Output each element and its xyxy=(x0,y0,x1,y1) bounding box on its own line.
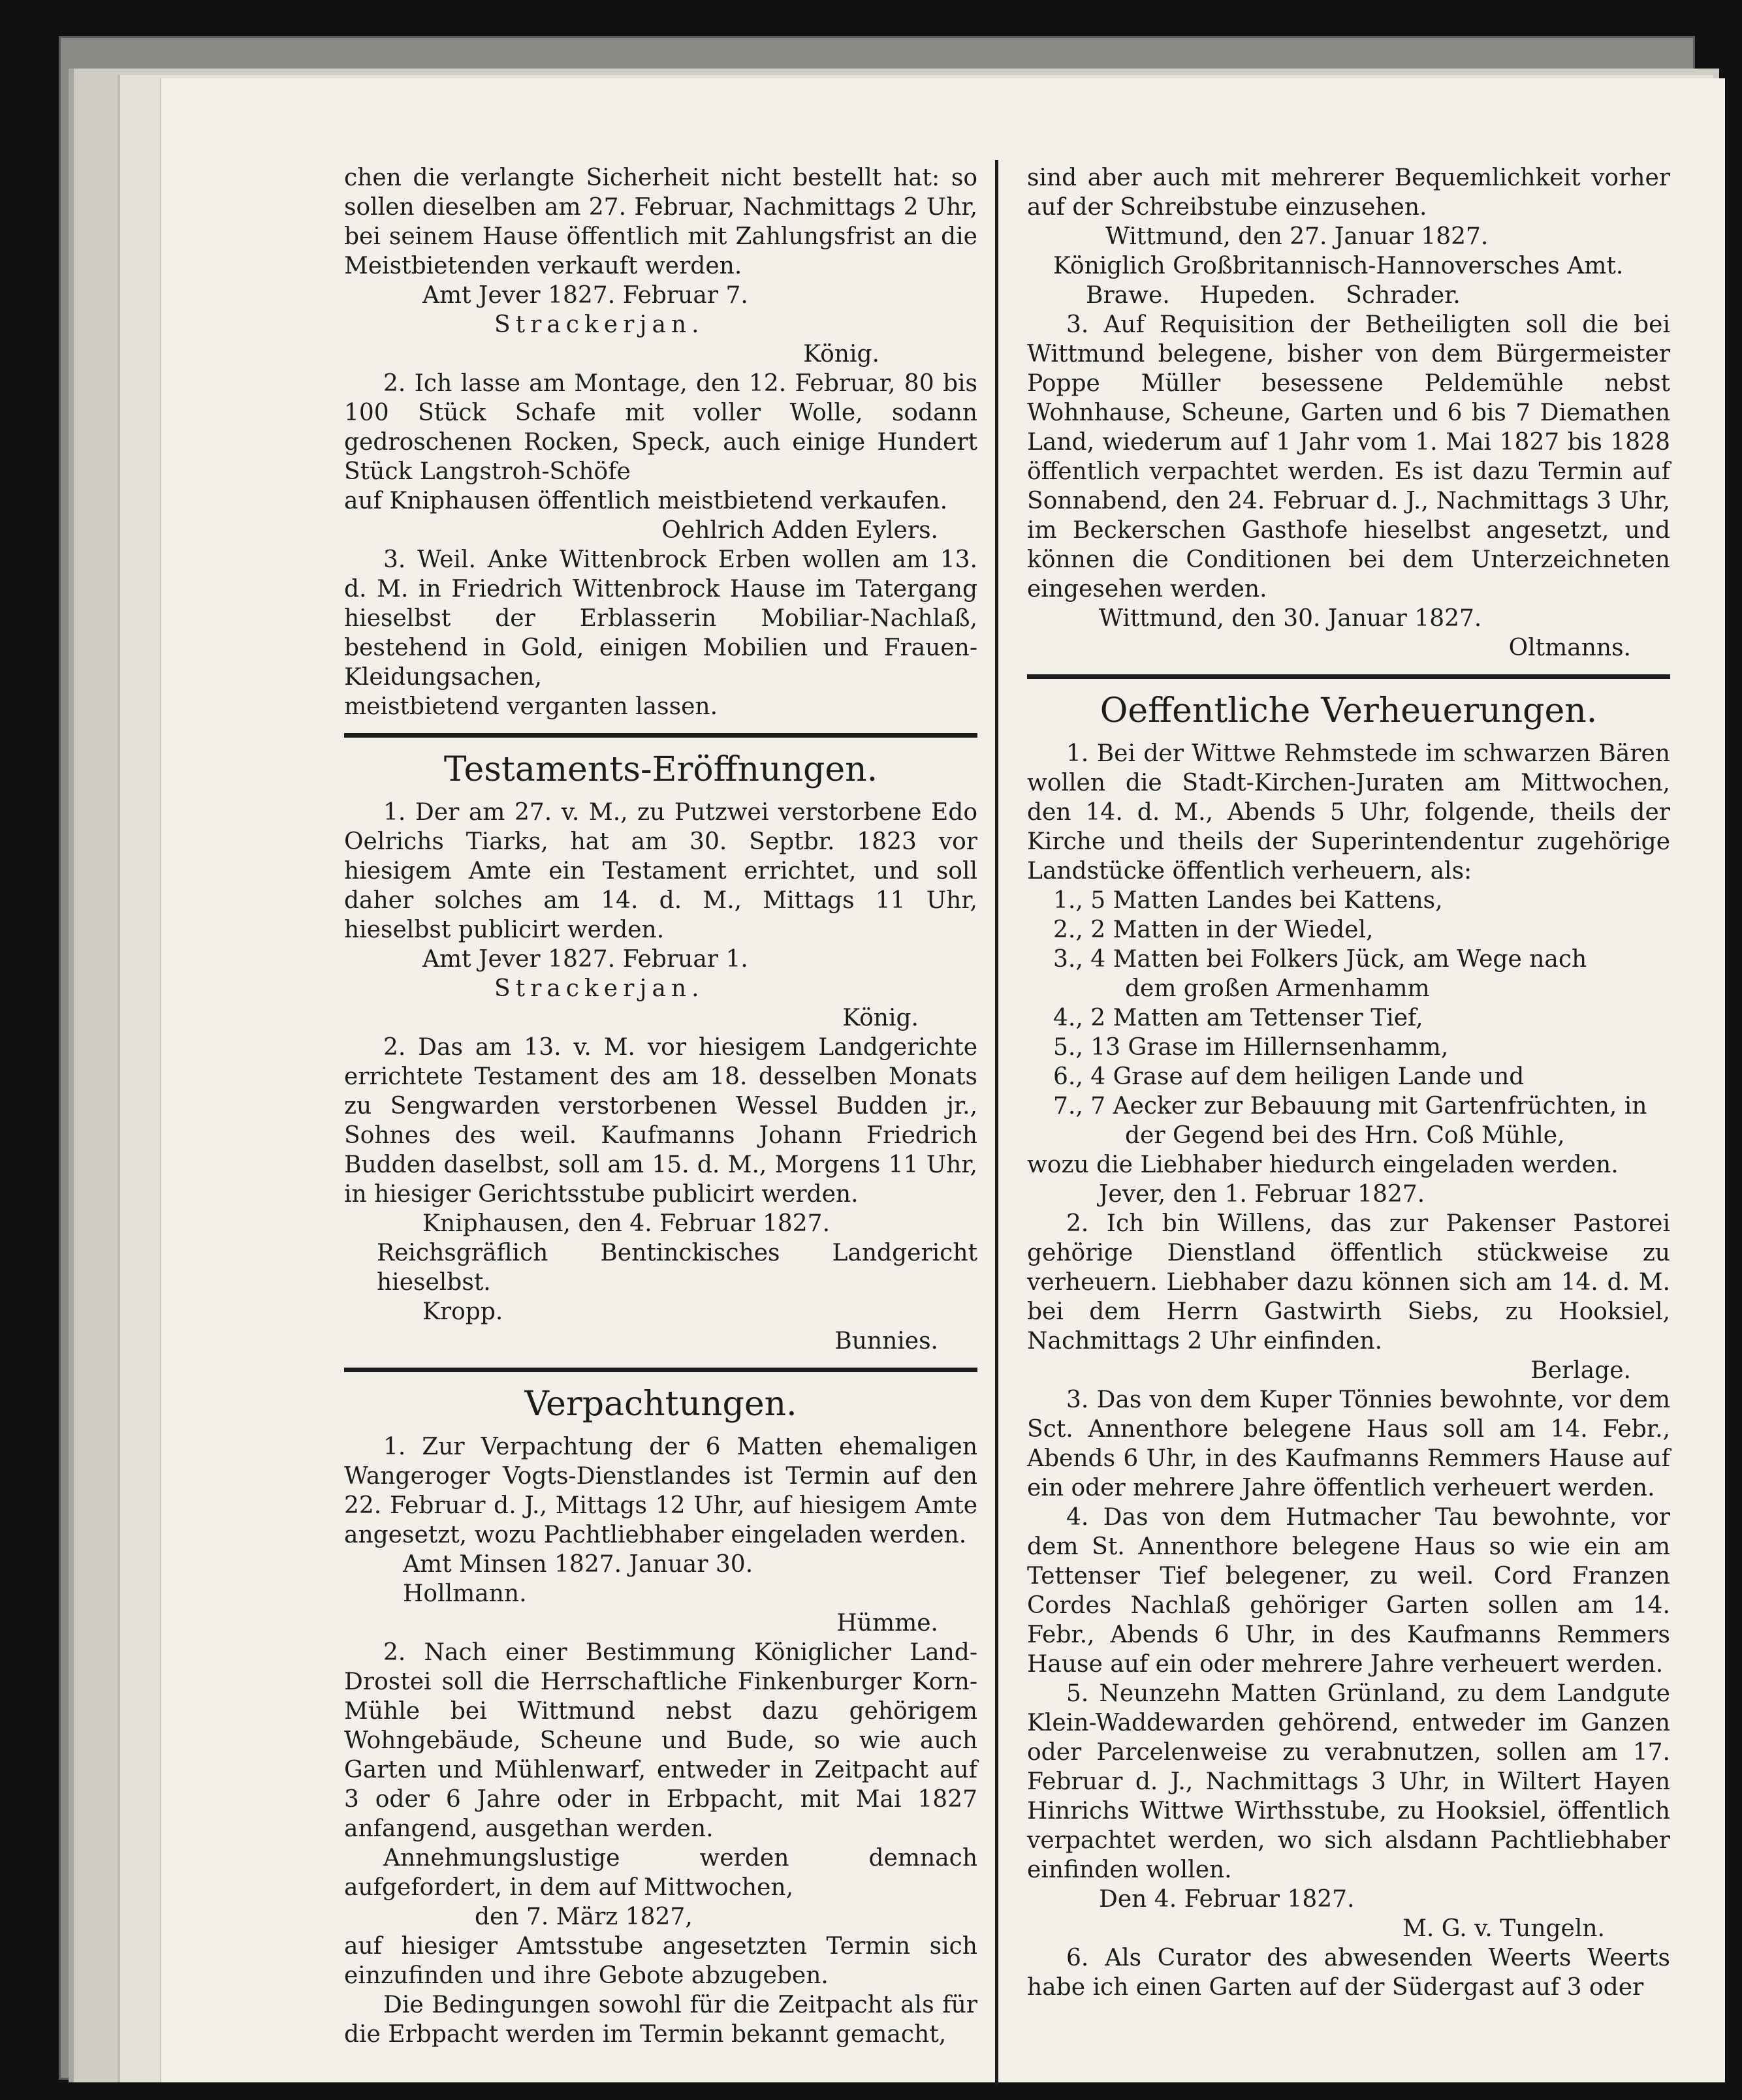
paragraph: 2. Ich lasse am Montage, den 12. Februar, 80 bis 100 Stück Schafe mit voller Wolle, sodann gedroschenen Rocken, Speck, auch einige Hundert Stück Langstroh-Schöfe xyxy=(344,370,977,485)
signature: M. G. v. Tungeln. xyxy=(1402,1915,1605,1942)
list-item: 4., 2 Matten am Tettenser Tief, xyxy=(1053,1005,1423,1031)
paragraph: 1. Der am 27. v. M., zu Putzwei verstorbene Edo Oelrichs Tiarks, hat am 30. Septbr. 1823 vor hiesigem Amte ein Testament errichtet, und soll daher solches am 14. d. M., Mittags 11 Uhr, hieselbst publicirt werden. xyxy=(344,799,977,943)
list-item-continuation: der Gegend bei des Hrn. Coß Mühle, xyxy=(1125,1122,1565,1149)
list-item: 1., 5 Matten Landes bei Kattens, xyxy=(1053,887,1443,914)
paragraph: 2. Nach einer Bestimmung Königlicher Land-Drostei soll die Herrschaftliche Finkenburger Korn-Mühle bei Wittmund nebst dazu gehörigem Wohngebäude, Scheune und Bude, so wie auch Garten und Mühlenwarf, entweder in Zeitpacht auf 3 oder 6 Jahre oder in Erbpacht, mit Mai 1827 anfangend, ausgethan werden. xyxy=(344,1639,977,1842)
signature: Oehlrich Adden Eylers. xyxy=(661,517,938,544)
signature: Berlage. xyxy=(1530,1357,1631,1384)
date-line: den 7. März 1827, xyxy=(475,1904,693,1930)
signature: Bunnies. xyxy=(834,1328,938,1355)
dateline: Wittmund, den 27. Januar 1827. xyxy=(1105,223,1489,250)
dateline: Amt Jever 1827. Februar 7. xyxy=(422,282,748,309)
paragraph: 3. Das von dem Kuper Tönnies bewohnte, vor dem Sct. Annenthore belegene Haus soll am 14. Febr., Abends 6 Uhr, in des Kaufmanns Remmers Hause auf ein oder mehrere Jahre öffentlich verheuert werden. xyxy=(1027,1387,1670,1501)
paragraph: auf hiesiger Amtsstube angesetzten Termin sich einzufinden und ihre Gebote abzugeben. xyxy=(344,1933,977,1989)
land-list xyxy=(1027,886,1670,1150)
paragraph: 4. Das von dem Hutmacher Tau bewohnte, vor dem St. Annenthore belegene Haus so wie ein am Tettenser Tief belegener, zu weil. Cord Franzen Cordes Nachlaß gehöriger Garten sollen am 14. Febr., Abends 6 Uhr, in des Kaufmanns Remmers Hause auf ein oder mehrere Jahre verheuert werden. xyxy=(1027,1504,1670,1678)
signature: Kropp. xyxy=(422,1298,503,1325)
dateline: Kniphausen, den 4. Februar 1827. xyxy=(422,1210,831,1237)
section-heading: Verpachtungen. xyxy=(524,1385,797,1424)
office-name: Königlich Großbritannisch-Hannoversches Amt. xyxy=(1053,253,1624,279)
paragraph: 1. Zur Verpachtung der 6 Matten ehemaligen Wangeroger Vogts-Dienstlandes ist Termin auf den 22. Februar d. J., Mittags 12 Uhr, auf hiesigem Amte angesetzt, wozu Pachtliebhaber eingeladen werden. xyxy=(344,1434,977,1548)
signature: Hümme. xyxy=(836,1610,938,1637)
list-item-continuation: dem großen Armenhamm xyxy=(1125,975,1430,1002)
list-item: 5., 13 Grase im Hillernsenhamm, xyxy=(1053,1034,1449,1061)
dateline: Jever, den 1. Februar 1827. xyxy=(1099,1181,1425,1208)
section-heading: Testaments-Eröffnungen. xyxy=(443,750,878,789)
list-item: 3., 4 Matten bei Folkers Jück, am Wege nach xyxy=(1053,946,1587,973)
paragraph: 3. Weil. Anke Wittenbrock Erben wollen am 13. d. M. in Friedrich Wittenbrock Hause im Tatergang hieselbst der Erblasserin Mobiliar-Nachlaß, bestehend in Gold, einigen Mobilien und Frauen-Kleidungsachen, xyxy=(344,546,977,691)
signature: Strackerjan. xyxy=(494,975,705,1002)
section-rule xyxy=(344,733,977,738)
paragraph: 2. Ich bin Willens, das zur Pakenser Pastorei gehörige Dienstland öffentlich stückweise zu verheuern. Liebhaber dazu können sich am 14. d. M. bei dem Herrn Gastwirth Siebs, zu Hooksiel, Nachmittags 2 Uhr einfinden. xyxy=(1027,1210,1670,1355)
right-column xyxy=(1027,163,1670,2002)
paragraph: 1. Bei der Wittwe Rehmstede im schwarzen Bären wollen die Stadt-Kirchen-Juraten am Mittwochen, den 14. d. M., Abends 5 Uhr, folgende, theils der Kirche und theils der Superintendentur zugehörige Landstücke öffentlich verheuern, als: xyxy=(1027,740,1670,885)
paragraph: Annehmungslustige werden demnach aufgefordert, in dem auf Mittwochen, xyxy=(344,1845,977,1901)
signature: Hollmann. xyxy=(403,1580,527,1607)
dateline: Wittmund, den 30. Januar 1827. xyxy=(1099,605,1482,632)
list-item: 2., 2 Matten in der Wiedel, xyxy=(1053,917,1374,943)
signature: Strackerjan. xyxy=(494,311,705,338)
paragraph: Die Bedingungen sowohl für die Zeitpacht als für die Erbpacht werden im Termin bekannt gemacht, xyxy=(344,1992,977,2048)
paragraph: meistbietend verganten lassen. xyxy=(344,693,718,720)
section-rule xyxy=(344,1368,977,1372)
paragraph: 5. Neunzehn Matten Grünland, zu dem Landgute Klein-Waddewarden gehörend, entweder im Ganzen oder Parcelenweise zu verabnutzen, sollen am 17. Februar d. J., Nachmittags 3 Uhr, in Wiltert Hayen Hinrichs Wittwe Wirthsstube, zu Hooksiel, öffentlich verpachtet werden, wo sich alsdann Pachtliebhaber einfinden wollen. xyxy=(1027,1680,1670,1883)
signature: König. xyxy=(842,1005,919,1031)
paragraph: chen die verlangte Sicherheit nicht bestellt hat: so sollen dieselben am 27. Februar, Nachmittags 2 Uhr, bei seinem Hause öffentlich mit Zahlungsfrist an die Meistbietenden verkauft werden. xyxy=(344,165,977,279)
dateline: Den 4. Februar 1827. xyxy=(1099,1886,1355,1913)
paragraph: 6. Als Curator des abwesenden Weerts Weerts habe ich einen Garten auf der Südergast auf 3 oder xyxy=(1027,1945,1670,2001)
dateline: Amt Minsen 1827. Januar 30. xyxy=(403,1551,753,1578)
section-heading: Oeffentliche Verheuerungen. xyxy=(1100,691,1598,730)
signatures: Brawe. Hupeden. Schrader. xyxy=(1086,282,1461,309)
paragraph: wozu die Liebhaber hiedurch eingeladen werden. xyxy=(1027,1152,1619,1178)
list-item: 7., 7 Aecker zur Bebauung mit Gartenfrüchten, in xyxy=(1053,1093,1647,1120)
column-divider xyxy=(995,160,998,2086)
paragraph: auf Kniphausen öffentlich meistbietend verkaufen. xyxy=(344,488,948,514)
paragraph: sind aber auch mit mehrerer Bequemlichkeit vorher auf der Schreibstube einzusehen. xyxy=(1027,165,1670,221)
signature: König. xyxy=(803,341,879,368)
court-name: Reichsgräflich Bentinckisches Landgericht hieselbst. xyxy=(377,1240,977,1296)
paragraph: 2. Das am 13. v. M. vor hiesigem Landgerichte errichtete Testament des am 18. desselben Monats zu Sengwarden verstorbenen Wessel Budden jr., Sohnes des weil. Kaufmanns Johann Friedrich Budden daselbst, soll am 15. d. M., Morgens 11 Uhr, in hiesiger Gerichtsstube publicirt werden. xyxy=(344,1034,977,1208)
list-item: 6., 4 Grase auf dem heiligen Lande und xyxy=(1053,1063,1525,1090)
dateline: Amt Jever 1827. Februar 1. xyxy=(422,946,748,973)
signature: Oltmanns. xyxy=(1508,635,1631,661)
left-column xyxy=(344,163,977,2049)
paragraph: 3. Auf Requisition der Betheiligten soll die bei Wittmund belegene, bisher von dem Bürgermeister Poppe Müller besessene Peldemühle nebst Wohnhause, Scheune, Garten und 6 bis 7 Diemathen Land, wiederum auf 1 Jahr vom 1. Mai 1827 bis 1828 öffentlich verpachtet werden. Es ist dazu Termin auf Sonnabend, den 24. Februar d. J., Nachmittags 3 Uhr, im Beckerschen Gasthofe hieselbst angesetzt, und können die Conditionen bei dem Unterzeichneten eingesehen werden. xyxy=(1027,311,1670,603)
section-rule xyxy=(1027,674,1670,679)
